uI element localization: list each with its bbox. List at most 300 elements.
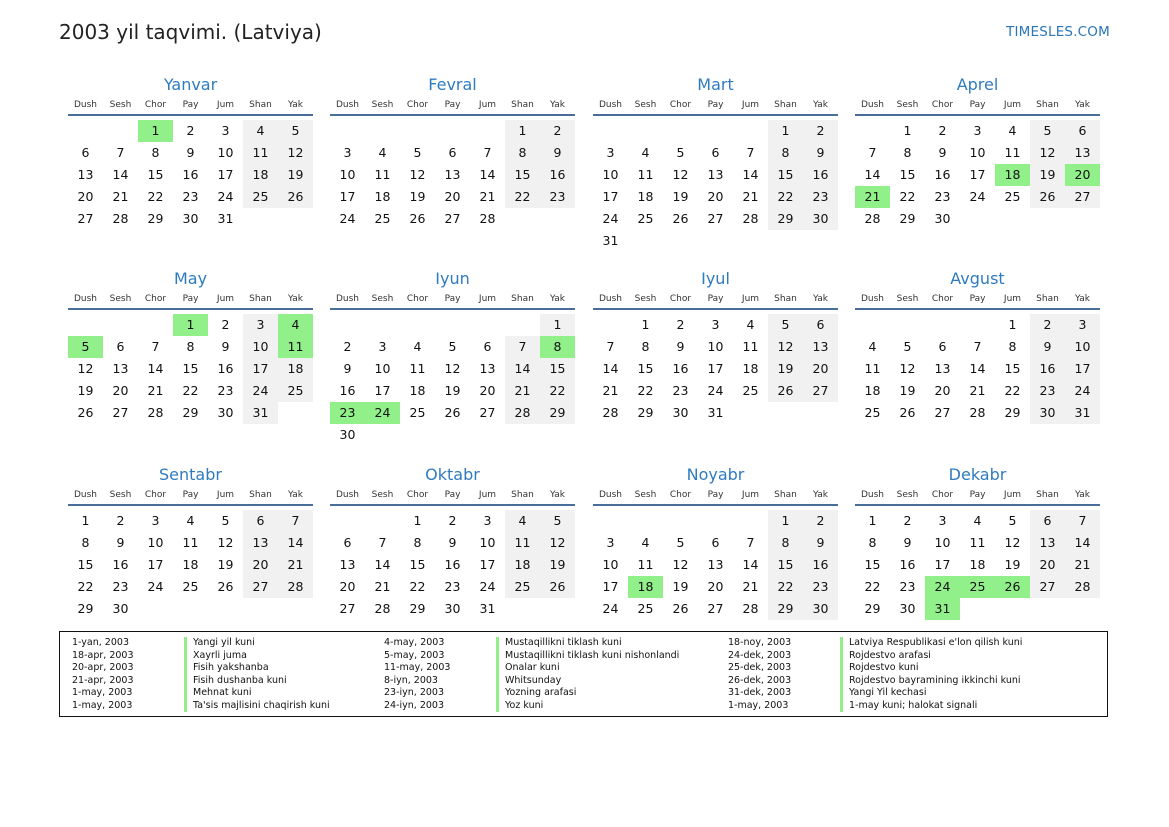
day-cell[interactable]: 16 bbox=[1030, 358, 1065, 380]
day-cell[interactable]: 17 bbox=[147, 557, 164, 572]
day-cell[interactable]: 12 bbox=[1004, 535, 1021, 550]
day-cell[interactable]: 5 bbox=[540, 510, 575, 532]
day-cell[interactable]: 5 bbox=[1008, 513, 1017, 528]
day-cell[interactable]: 6 bbox=[1065, 120, 1100, 142]
day-cell[interactable]: 26 bbox=[278, 186, 313, 208]
day-cell[interactable]: 2 bbox=[676, 317, 685, 332]
day-cell[interactable]: 2 bbox=[803, 510, 838, 532]
day-cell[interactable]: 13 bbox=[1030, 532, 1065, 554]
day-cell[interactable]: 7 bbox=[278, 510, 313, 532]
day-cell[interactable]: 31 bbox=[602, 233, 619, 248]
day-cell[interactable]: 6 bbox=[711, 145, 720, 160]
day-cell[interactable]: 30 bbox=[934, 211, 951, 226]
day-cell[interactable]: 7 bbox=[505, 336, 540, 358]
day-cell[interactable]: 28 bbox=[278, 576, 313, 598]
day-cell[interactable]: 7 bbox=[973, 339, 982, 354]
day-cell[interactable]: 30 bbox=[182, 211, 199, 226]
day-cell[interactable]: 14 bbox=[479, 167, 496, 182]
day-cell[interactable]: 6 bbox=[711, 535, 720, 550]
day-cell[interactable]: 22 bbox=[768, 186, 803, 208]
day-cell[interactable]: 3 bbox=[221, 123, 230, 138]
day-cell[interactable]: 8 bbox=[1008, 339, 1017, 354]
day-cell[interactable]: 4 bbox=[243, 120, 278, 142]
day-cell[interactable]: 6 bbox=[116, 339, 125, 354]
day-cell[interactable]: 10 bbox=[147, 535, 164, 550]
holiday-day-cell[interactable]: 20 bbox=[1065, 164, 1100, 186]
day-cell[interactable]: 25 bbox=[637, 211, 654, 226]
holiday-day-cell[interactable]: 26 bbox=[995, 576, 1030, 598]
day-cell[interactable]: 15 bbox=[768, 554, 803, 576]
day-cell[interactable]: 11 bbox=[182, 535, 199, 550]
holiday-day-cell[interactable]: 1 bbox=[173, 314, 208, 336]
day-cell[interactable]: 9 bbox=[343, 361, 352, 376]
day-cell[interactable]: 19 bbox=[217, 557, 234, 572]
day-cell[interactable]: 26 bbox=[899, 405, 916, 420]
day-cell[interactable]: 4 bbox=[186, 513, 195, 528]
day-cell[interactable]: 8 bbox=[81, 535, 90, 550]
day-cell[interactable]: 26 bbox=[444, 405, 461, 420]
day-cell[interactable]: 12 bbox=[278, 142, 313, 164]
day-cell[interactable]: 13 bbox=[707, 167, 724, 182]
day-cell[interactable]: 26 bbox=[1030, 186, 1065, 208]
day-cell[interactable]: 12 bbox=[899, 361, 916, 376]
day-cell[interactable]: 14 bbox=[742, 167, 759, 182]
day-cell[interactable]: 15 bbox=[864, 557, 881, 572]
day-cell[interactable]: 17 bbox=[479, 557, 496, 572]
day-cell[interactable]: 19 bbox=[278, 164, 313, 186]
day-cell[interactable]: 8 bbox=[768, 532, 803, 554]
day-cell[interactable]: 27 bbox=[77, 211, 94, 226]
day-cell[interactable]: 12 bbox=[409, 167, 426, 182]
day-cell[interactable]: 26 bbox=[540, 576, 575, 598]
day-cell[interactable]: 26 bbox=[672, 601, 689, 616]
day-cell[interactable]: 16 bbox=[672, 361, 689, 376]
day-cell[interactable]: 6 bbox=[81, 145, 90, 160]
day-cell[interactable]: 24 bbox=[479, 579, 496, 594]
day-cell[interactable]: 19 bbox=[540, 554, 575, 576]
day-cell[interactable]: 16 bbox=[444, 557, 461, 572]
day-cell[interactable]: 24 bbox=[217, 189, 234, 204]
day-cell[interactable]: 1 bbox=[768, 510, 803, 532]
day-cell[interactable]: 14 bbox=[969, 361, 986, 376]
day-cell[interactable]: 18 bbox=[243, 164, 278, 186]
day-cell[interactable]: 28 bbox=[479, 211, 496, 226]
day-cell[interactable]: 14 bbox=[374, 557, 391, 572]
day-cell[interactable]: 22 bbox=[1004, 383, 1021, 398]
day-cell[interactable]: 9 bbox=[221, 339, 230, 354]
day-cell[interactable]: 7 bbox=[378, 535, 387, 550]
day-cell[interactable]: 11 bbox=[969, 535, 986, 550]
day-cell[interactable]: 7 bbox=[483, 145, 492, 160]
day-cell[interactable]: 6 bbox=[803, 314, 838, 336]
day-cell[interactable]: 23 bbox=[934, 189, 951, 204]
day-cell[interactable]: 20 bbox=[1030, 554, 1065, 576]
day-cell[interactable]: 25 bbox=[742, 383, 759, 398]
day-cell[interactable]: 29 bbox=[1004, 405, 1021, 420]
day-cell[interactable]: 9 bbox=[803, 532, 838, 554]
day-cell[interactable]: 27 bbox=[479, 405, 496, 420]
day-cell[interactable]: 13 bbox=[1065, 142, 1100, 164]
day-cell[interactable]: 23 bbox=[182, 189, 199, 204]
day-cell[interactable]: 20 bbox=[243, 554, 278, 576]
day-cell[interactable]: 10 bbox=[602, 167, 619, 182]
day-cell[interactable]: 7 bbox=[116, 145, 125, 160]
day-cell[interactable]: 29 bbox=[899, 211, 916, 226]
day-cell[interactable]: 27 bbox=[243, 576, 278, 598]
day-cell[interactable]: 29 bbox=[540, 402, 575, 424]
day-cell[interactable]: 25 bbox=[637, 601, 654, 616]
day-cell[interactable]: 14 bbox=[505, 358, 540, 380]
holiday-day-cell[interactable]: 5 bbox=[68, 336, 103, 358]
day-cell[interactable]: 13 bbox=[112, 361, 129, 376]
day-cell[interactable]: 6 bbox=[448, 145, 457, 160]
day-cell[interactable]: 23 bbox=[803, 576, 838, 598]
day-cell[interactable]: 24 bbox=[147, 579, 164, 594]
day-cell[interactable]: 8 bbox=[868, 535, 877, 550]
day-cell[interactable]: 1 bbox=[1008, 317, 1017, 332]
day-cell[interactable]: 19 bbox=[409, 189, 426, 204]
day-cell[interactable]: 17 bbox=[339, 189, 356, 204]
day-cell[interactable]: 21 bbox=[505, 380, 540, 402]
holiday-day-cell[interactable]: 21 bbox=[855, 186, 890, 208]
day-cell[interactable]: 27 bbox=[112, 405, 129, 420]
day-cell[interactable]: 24 bbox=[707, 383, 724, 398]
day-cell[interactable]: 4 bbox=[973, 513, 982, 528]
day-cell[interactable]: 29 bbox=[768, 208, 803, 230]
day-cell[interactable]: 3 bbox=[483, 513, 492, 528]
day-cell[interactable]: 18 bbox=[374, 189, 391, 204]
day-cell[interactable]: 27 bbox=[803, 380, 838, 402]
day-cell[interactable]: 16 bbox=[217, 361, 234, 376]
day-cell[interactable]: 17 bbox=[934, 557, 951, 572]
day-cell[interactable]: 16 bbox=[182, 167, 199, 182]
holiday-day-cell[interactable]: 18 bbox=[995, 164, 1030, 186]
day-cell[interactable]: 13 bbox=[707, 557, 724, 572]
day-cell[interactable]: 14 bbox=[112, 167, 129, 182]
day-cell[interactable]: 22 bbox=[540, 380, 575, 402]
day-cell[interactable]: 23 bbox=[444, 579, 461, 594]
day-cell[interactable]: 8 bbox=[505, 142, 540, 164]
day-cell[interactable]: 12 bbox=[1030, 142, 1065, 164]
day-cell[interactable]: 11 bbox=[505, 532, 540, 554]
day-cell[interactable]: 5 bbox=[1030, 120, 1065, 142]
day-cell[interactable]: 1 bbox=[81, 513, 90, 528]
day-cell[interactable]: 28 bbox=[1065, 576, 1100, 598]
day-cell[interactable]: 18 bbox=[637, 189, 654, 204]
day-cell[interactable]: 13 bbox=[444, 167, 461, 182]
day-cell[interactable]: 25 bbox=[182, 579, 199, 594]
site-brand-link[interactable]: TIMESLES.COM bbox=[1006, 24, 1110, 40]
day-cell[interactable]: 11 bbox=[374, 167, 391, 182]
day-cell[interactable]: 8 bbox=[186, 339, 195, 354]
day-cell[interactable]: 27 bbox=[444, 211, 461, 226]
day-cell[interactable]: 12 bbox=[77, 361, 94, 376]
day-cell[interactable]: 21 bbox=[1065, 554, 1100, 576]
day-cell[interactable]: 2 bbox=[903, 513, 912, 528]
day-cell[interactable]: 14 bbox=[742, 557, 759, 572]
day-cell[interactable]: 11 bbox=[742, 339, 759, 354]
day-cell[interactable]: 17 bbox=[707, 361, 724, 376]
day-cell[interactable]: 28 bbox=[147, 405, 164, 420]
day-cell[interactable]: 25 bbox=[409, 405, 426, 420]
day-cell[interactable]: 4 bbox=[1008, 123, 1017, 138]
day-cell[interactable]: 26 bbox=[409, 211, 426, 226]
day-cell[interactable]: 25 bbox=[1004, 189, 1021, 204]
day-cell[interactable]: 22 bbox=[182, 383, 199, 398]
day-cell[interactable]: 21 bbox=[602, 383, 619, 398]
day-cell[interactable]: 13 bbox=[934, 361, 951, 376]
day-cell[interactable]: 12 bbox=[672, 167, 689, 182]
day-cell[interactable]: 5 bbox=[221, 513, 230, 528]
day-cell[interactable]: 23 bbox=[112, 579, 129, 594]
day-cell[interactable]: 12 bbox=[540, 532, 575, 554]
day-cell[interactable]: 9 bbox=[540, 142, 575, 164]
day-cell[interactable]: 24 bbox=[969, 189, 986, 204]
day-cell[interactable]: 10 bbox=[243, 336, 278, 358]
day-cell[interactable]: 2 bbox=[343, 339, 352, 354]
day-cell[interactable]: 18 bbox=[409, 383, 426, 398]
day-cell[interactable]: 17 bbox=[602, 189, 619, 204]
day-cell[interactable]: 11 bbox=[409, 361, 426, 376]
day-cell[interactable]: 22 bbox=[77, 579, 94, 594]
day-cell[interactable]: 21 bbox=[147, 383, 164, 398]
day-cell[interactable]: 4 bbox=[378, 145, 387, 160]
day-cell[interactable]: 11 bbox=[637, 167, 654, 182]
day-cell[interactable]: 31 bbox=[1065, 402, 1100, 424]
day-cell[interactable]: 13 bbox=[339, 557, 356, 572]
day-cell[interactable]: 3 bbox=[973, 123, 982, 138]
day-cell[interactable]: 16 bbox=[803, 164, 838, 186]
day-cell[interactable]: 27 bbox=[339, 601, 356, 616]
day-cell[interactable]: 9 bbox=[938, 145, 947, 160]
day-cell[interactable]: 13 bbox=[243, 532, 278, 554]
day-cell[interactable]: 20 bbox=[707, 579, 724, 594]
day-cell[interactable]: 28 bbox=[374, 601, 391, 616]
day-cell[interactable]: 8 bbox=[641, 339, 650, 354]
day-cell[interactable]: 2 bbox=[186, 123, 195, 138]
day-cell[interactable]: 17 bbox=[1065, 358, 1100, 380]
day-cell[interactable]: 29 bbox=[864, 601, 881, 616]
day-cell[interactable]: 6 bbox=[938, 339, 947, 354]
day-cell[interactable]: 20 bbox=[707, 189, 724, 204]
day-cell[interactable]: 9 bbox=[903, 535, 912, 550]
day-cell[interactable]: 2 bbox=[540, 120, 575, 142]
day-cell[interactable]: 18 bbox=[182, 557, 199, 572]
day-cell[interactable]: 20 bbox=[479, 383, 496, 398]
day-cell[interactable]: 22 bbox=[899, 189, 916, 204]
day-cell[interactable]: 21 bbox=[742, 189, 759, 204]
day-cell[interactable]: 30 bbox=[803, 598, 838, 620]
day-cell[interactable]: 28 bbox=[112, 211, 129, 226]
day-cell[interactable]: 13 bbox=[803, 336, 838, 358]
holiday-day-cell[interactable]: 24 bbox=[925, 576, 960, 598]
day-cell[interactable]: 18 bbox=[505, 554, 540, 576]
day-cell[interactable]: 16 bbox=[934, 167, 951, 182]
day-cell[interactable]: 2 bbox=[448, 513, 457, 528]
day-cell[interactable]: 7 bbox=[151, 339, 160, 354]
day-cell[interactable]: 30 bbox=[1030, 402, 1065, 424]
day-cell[interactable]: 22 bbox=[409, 579, 426, 594]
day-cell[interactable]: 22 bbox=[768, 576, 803, 598]
day-cell[interactable]: 16 bbox=[112, 557, 129, 572]
day-cell[interactable]: 5 bbox=[448, 339, 457, 354]
holiday-day-cell[interactable]: 8 bbox=[540, 336, 575, 358]
day-cell[interactable]: 24 bbox=[602, 601, 619, 616]
day-cell[interactable]: 2 bbox=[221, 317, 230, 332]
day-cell[interactable]: 30 bbox=[672, 405, 689, 420]
day-cell[interactable]: 26 bbox=[217, 579, 234, 594]
day-cell[interactable]: 12 bbox=[217, 535, 234, 550]
day-cell[interactable]: 3 bbox=[938, 513, 947, 528]
day-cell[interactable]: 5 bbox=[768, 314, 803, 336]
day-cell[interactable]: 13 bbox=[77, 167, 94, 182]
day-cell[interactable]: 9 bbox=[676, 339, 685, 354]
day-cell[interactable]: 10 bbox=[969, 145, 986, 160]
day-cell[interactable]: 21 bbox=[742, 579, 759, 594]
day-cell[interactable]: 15 bbox=[768, 164, 803, 186]
day-cell[interactable]: 1 bbox=[641, 317, 650, 332]
day-cell[interactable]: 15 bbox=[899, 167, 916, 182]
day-cell[interactable]: 3 bbox=[711, 317, 720, 332]
day-cell[interactable]: 22 bbox=[637, 383, 654, 398]
day-cell[interactable]: 1 bbox=[413, 513, 422, 528]
day-cell[interactable]: 6 bbox=[343, 535, 352, 550]
day-cell[interactable]: 10 bbox=[374, 361, 391, 376]
day-cell[interactable]: 3 bbox=[378, 339, 387, 354]
holiday-day-cell[interactable]: 25 bbox=[960, 576, 995, 598]
day-cell[interactable]: 31 bbox=[479, 601, 496, 616]
day-cell[interactable]: 10 bbox=[479, 535, 496, 550]
day-cell[interactable]: 30 bbox=[444, 601, 461, 616]
day-cell[interactable]: 10 bbox=[934, 535, 951, 550]
day-cell[interactable]: 14 bbox=[864, 167, 881, 182]
day-cell[interactable]: 30 bbox=[899, 601, 916, 616]
day-cell[interactable]: 25 bbox=[278, 380, 313, 402]
day-cell[interactable]: 12 bbox=[444, 361, 461, 376]
day-cell[interactable]: 15 bbox=[409, 557, 426, 572]
day-cell[interactable]: 23 bbox=[1030, 380, 1065, 402]
day-cell[interactable]: 24 bbox=[602, 211, 619, 226]
day-cell[interactable]: 17 bbox=[969, 167, 986, 182]
day-cell[interactable]: 2 bbox=[116, 513, 125, 528]
day-cell[interactable]: 23 bbox=[803, 186, 838, 208]
day-cell[interactable]: 22 bbox=[864, 579, 881, 594]
day-cell[interactable]: 4 bbox=[641, 145, 650, 160]
day-cell[interactable]: 15 bbox=[540, 358, 575, 380]
day-cell[interactable]: 5 bbox=[676, 145, 685, 160]
day-cell[interactable]: 19 bbox=[768, 358, 803, 380]
day-cell[interactable]: 13 bbox=[479, 361, 496, 376]
day-cell[interactable]: 10 bbox=[217, 145, 234, 160]
day-cell[interactable]: 23 bbox=[672, 383, 689, 398]
day-cell[interactable]: 14 bbox=[278, 532, 313, 554]
day-cell[interactable]: 9 bbox=[1030, 336, 1065, 358]
day-cell[interactable]: 3 bbox=[243, 314, 278, 336]
day-cell[interactable]: 2 bbox=[1030, 314, 1065, 336]
day-cell[interactable]: 1 bbox=[903, 123, 912, 138]
day-cell[interactable]: 18 bbox=[864, 383, 881, 398]
day-cell[interactable]: 15 bbox=[147, 167, 164, 182]
day-cell[interactable]: 21 bbox=[374, 579, 391, 594]
day-cell[interactable]: 20 bbox=[803, 358, 838, 380]
holiday-day-cell[interactable]: 18 bbox=[628, 576, 663, 598]
day-cell[interactable]: 28 bbox=[505, 402, 540, 424]
day-cell[interactable]: 15 bbox=[182, 361, 199, 376]
day-cell[interactable]: 25 bbox=[243, 186, 278, 208]
day-cell[interactable]: 31 bbox=[243, 402, 278, 424]
day-cell[interactable]: 9 bbox=[803, 142, 838, 164]
holiday-day-cell[interactable]: 31 bbox=[925, 598, 960, 620]
day-cell[interactable]: 8 bbox=[768, 142, 803, 164]
day-cell[interactable]: 27 bbox=[707, 211, 724, 226]
day-cell[interactable]: 4 bbox=[868, 339, 877, 354]
day-cell[interactable]: 2 bbox=[803, 120, 838, 142]
day-cell[interactable]: 3 bbox=[606, 145, 615, 160]
holiday-day-cell[interactable]: 11 bbox=[278, 336, 313, 358]
day-cell[interactable]: 3 bbox=[606, 535, 615, 550]
day-cell[interactable]: 23 bbox=[217, 383, 234, 398]
day-cell[interactable]: 30 bbox=[112, 601, 129, 616]
day-cell[interactable]: 9 bbox=[116, 535, 125, 550]
day-cell[interactable]: 9 bbox=[448, 535, 457, 550]
day-cell[interactable]: 10 bbox=[707, 339, 724, 354]
day-cell[interactable]: 3 bbox=[1065, 314, 1100, 336]
day-cell[interactable]: 10 bbox=[339, 167, 356, 182]
day-cell[interactable]: 29 bbox=[768, 598, 803, 620]
day-cell[interactable]: 4 bbox=[413, 339, 422, 354]
day-cell[interactable]: 25 bbox=[505, 576, 540, 598]
day-cell[interactable]: 9 bbox=[186, 145, 195, 160]
day-cell[interactable]: 29 bbox=[409, 601, 426, 616]
day-cell[interactable]: 20 bbox=[934, 383, 951, 398]
day-cell[interactable]: 14 bbox=[147, 361, 164, 376]
day-cell[interactable]: 12 bbox=[768, 336, 803, 358]
day-cell[interactable]: 29 bbox=[182, 405, 199, 420]
day-cell[interactable]: 20 bbox=[444, 189, 461, 204]
day-cell[interactable]: 19 bbox=[444, 383, 461, 398]
day-cell[interactable]: 8 bbox=[903, 145, 912, 160]
day-cell[interactable]: 15 bbox=[637, 361, 654, 376]
day-cell[interactable]: 2 bbox=[938, 123, 947, 138]
day-cell[interactable]: 31 bbox=[707, 405, 724, 420]
day-cell[interactable]: 30 bbox=[217, 405, 234, 420]
day-cell[interactable]: 28 bbox=[969, 405, 986, 420]
day-cell[interactable]: 23 bbox=[899, 579, 916, 594]
day-cell[interactable]: 4 bbox=[641, 535, 650, 550]
holiday-day-cell[interactable]: 23 bbox=[330, 402, 365, 424]
day-cell[interactable]: 15 bbox=[77, 557, 94, 572]
day-cell[interactable]: 20 bbox=[77, 189, 94, 204]
day-cell[interactable]: 11 bbox=[243, 142, 278, 164]
day-cell[interactable]: 4 bbox=[505, 510, 540, 532]
day-cell[interactable]: 19 bbox=[1030, 164, 1065, 186]
day-cell[interactable]: 21 bbox=[969, 383, 986, 398]
day-cell[interactable]: 6 bbox=[243, 510, 278, 532]
day-cell[interactable]: 15 bbox=[505, 164, 540, 186]
day-cell[interactable]: 4 bbox=[746, 317, 755, 332]
day-cell[interactable]: 5 bbox=[676, 535, 685, 550]
holiday-day-cell[interactable]: 4 bbox=[278, 314, 313, 336]
day-cell[interactable]: 16 bbox=[803, 554, 838, 576]
day-cell[interactable]: 17 bbox=[602, 579, 619, 594]
day-cell[interactable]: 31 bbox=[217, 211, 234, 226]
day-cell[interactable]: 21 bbox=[112, 189, 129, 204]
day-cell[interactable]: 18 bbox=[278, 358, 313, 380]
day-cell[interactable]: 19 bbox=[77, 383, 94, 398]
day-cell[interactable]: 16 bbox=[339, 383, 356, 398]
day-cell[interactable]: 25 bbox=[864, 405, 881, 420]
day-cell[interactable]: 11 bbox=[637, 557, 654, 572]
